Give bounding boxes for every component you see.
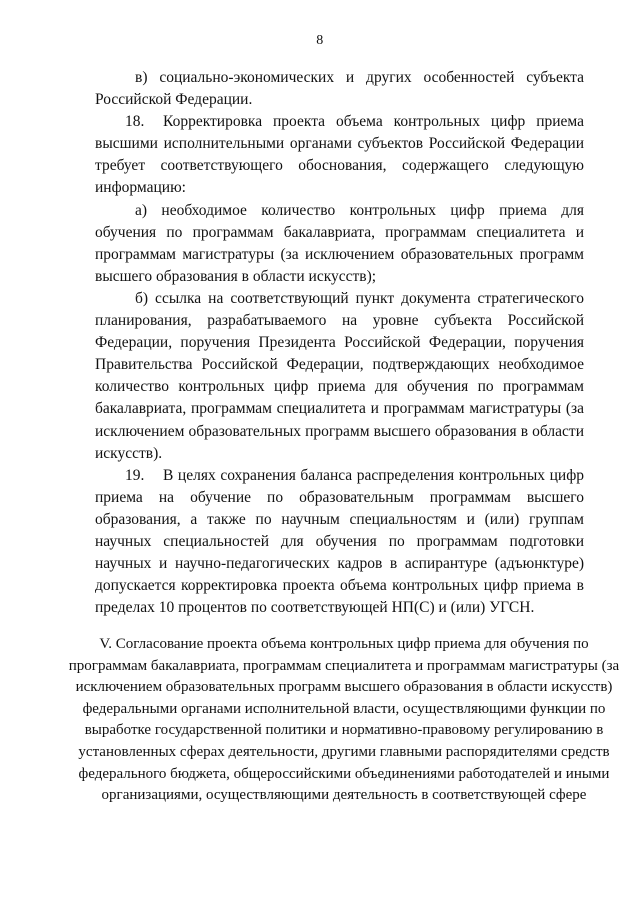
paragraph-item-v: в) социально-экономических и других особенностей субъекта Российской Федерации.	[95, 69, 584, 109]
paragraph-number: 19.	[125, 466, 145, 484]
paragraph-item-b: б) ссылка на соответствующий пункт документа стратегического планирования, разрабатываемого на уровне субъекта Российской Федерации, поручения Президента Российской Федерации, поручения Правительства Российской Федерации, подтверждающих необходимое количество контрольных цифр приема для обучения по программам бакалавриата, программам специалитета и программам магистратуры (за исключением образовательных программ высшего образования в области искусств).	[95, 289, 584, 462]
paragraph-text: В целях сохранения баланса распределения контрольных цифр приема на обучение по образовательным программам высшего образования, а также по научным специальностям и (или) группам научных специальностей для обучения по программам подготовки научных и научно-педагогических кадров в аспирантуре (адъюнктуре) допускается корректировка проекта объема контрольных цифр приема в пределах 10 процентов по соответствующей НП(С) и (или) УГСН.	[95, 466, 584, 617]
paragraph-18	[95, 111, 584, 199]
document-body	[95, 67, 584, 619]
paragraph-item-a: а) необходимое количество контрольных цифр приема для обучения по программам бакалавриата, программам специалитета и программам магистратуры (за исключением образовательных программ высшего образования в области искусств);	[95, 201, 584, 285]
page-number: 8	[316, 33, 324, 48]
paragraph-number: 18.	[125, 113, 145, 131]
paragraph-text: Корректировка проекта объема контрольных цифр приема высшими исполнительными органами субъектов Российской Федерации требует соответствующего обоснования, содержащего следующую информацию:	[95, 113, 584, 197]
section-heading: V. Согласование проекта объема контрольных цифр приема для обучения по программам бакалавриата, программам специалитета и программам магистратуры (за исключением образовательных программ высшего образования в области искусств) федеральными органами исполнительной власти, осуществляющими функции по выработке государственной политики и нормативно-правовому регулированию в установленных сферах деятельности, другими главными распорядителями средств федерального бюджета, общероссийскими объединениями работодателей и иными организациями, осуществляющими деятельность в соответствующей сфере	[68, 636, 620, 804]
paragraph-19	[95, 465, 584, 620]
